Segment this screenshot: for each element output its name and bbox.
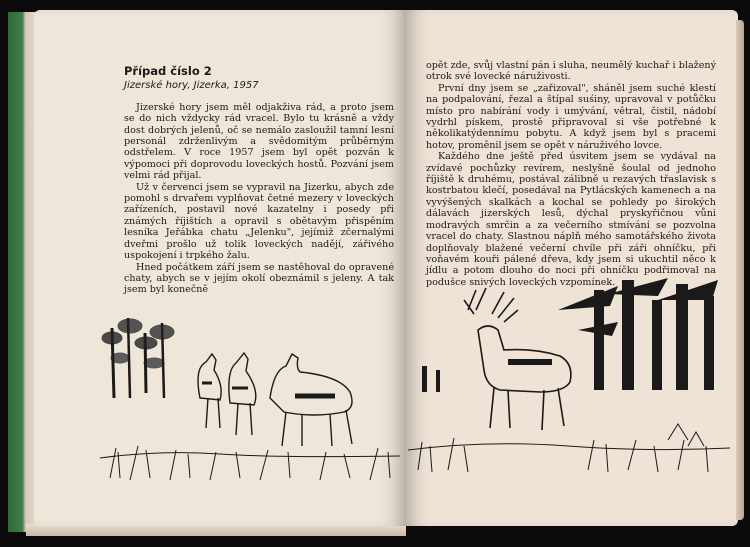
grass-strokes	[100, 446, 400, 480]
small-tree-stumps	[422, 366, 440, 392]
doe-figure	[229, 353, 256, 435]
right-page-text	[426, 60, 716, 288]
page-stack-right	[736, 20, 744, 520]
paragraph: Jizerské hory jsem měl odjakživa rád, a proto jsem se do nich vždycky rád vracel. Bylo tu krásně a vždy dost dobrých jelenů, oč se nemálo zasloužil tamní lesní personál zdrženlivým a svědomitým průběrným odstřelem. V roce 1957 jsem byl opět pozván k výpomoci při doprovodu loveckých hostů. Pozvání jsem velmi rád přijal.	[124, 101, 394, 182]
paragraph: Každého dne ještě před úsvitem jsem se vydával na zvídavé pochůzky revírem, neslyšně šoulal od jednoho říjiště k druhému, postával zálibně u rezavých třaslavisk s kostrbatou klečí, posedával na Pytlácských kamenech a na vyvýšených skalkách a kochal se pohledy po širokých dálavách jizerských lesů, dýchal pryskyřičnou vůni modravých smrčin a za večerního stmívání se pozvolna vracel do chaty. Slastnou náplň mého samotářského života doplňovaly blažené večerní chvíle při záři ohníčku, při voňavém kouři pálené dřeva, kdy jsem si ukuchtil něco k jídlu a potom dlouho do noci při ohníčku podřimoval na podušce snivých loveckých vzpomínek.	[426, 151, 716, 288]
undergrowth	[408, 424, 730, 472]
left-page	[34, 10, 406, 526]
paragraph: Už v červenci jsem se vypravil na Jizerku, abych zde pomohl s drvařem vyplňovat četné mezery v loveckých zařízeních, postavil nové kazatelny i posedy při známých říjištích a opravil s obětavým přispěním lesníka Jeřábka chatu „Jelenku", jejímiž zčernalými dveřmi prošlo už tolik loveckých nadějí, zářivého uspokojení i trpkého žalu.	[124, 181, 394, 262]
forest-trees	[558, 278, 718, 390]
open-book	[8, 4, 746, 543]
deer-herd-illustration	[90, 288, 410, 488]
doe-figure	[198, 354, 221, 428]
doe-figure	[270, 354, 352, 446]
chapter-subheading: Jizerské hory, Jizerka, 1957	[124, 80, 259, 92]
birch-trees	[102, 318, 174, 398]
paragraph: První dny jsem se „zařizoval", sháněl jsem suché klestí na podpalování, řezal a štípal suśiny, upravoval v potůčku místo pro nabírání vody i umývání, větral, čistil, nádobí vydrhl pískem, prostě připravoval si vše potřebné k několikatýdennímu pobytu. A když jsem byl s pracemi hotov, proměnil jsem se opět v náruživého lovce.	[426, 82, 716, 151]
chapter-heading: Případ číslo 2	[124, 64, 212, 78]
stag-forest-illustration	[408, 270, 730, 480]
left-page-text	[124, 66, 394, 296]
paragraph: Hned počátkem září jsem se nastěhoval do opravené chaty, abych se v jejím okolí obeznámil s jeleny. A tak jsem byl konečně	[124, 261, 394, 296]
paragraph-continuation: opět zde, svůj vlastní pán i sluha, neumělý kuchař i blažený otrok své lovecké náruživosti.	[426, 60, 716, 83]
stag-figure	[464, 288, 571, 430]
right-page	[404, 10, 738, 526]
